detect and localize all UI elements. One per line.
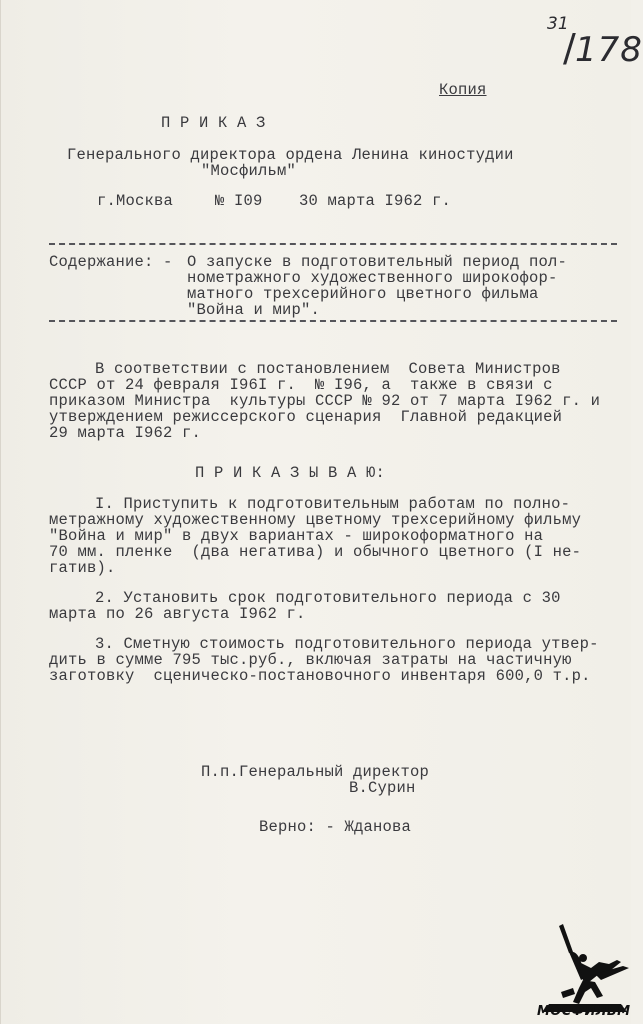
mosfilm-logo-text: МОСФИЛЬМ <box>537 1004 631 1019</box>
subject-line: матного трехсерийного цветного фильма <box>187 285 539 303</box>
copy-stamp: Копия <box>439 81 487 99</box>
signature-name: В.Сурин <box>349 779 416 797</box>
issuer-line-2: "Мосфильм" <box>201 162 297 180</box>
top-divider <box>49 243 617 245</box>
document-title: П Р И К А З <box>161 114 266 132</box>
order-word: П Р И К А З Ы В А Ю: <box>195 464 386 482</box>
subject-label: Содержание: - <box>49 253 173 271</box>
folio-slash: / <box>563 26 576 70</box>
preamble-line: утверждением режиссерского сценария Главной редакцией <box>49 408 563 426</box>
preamble-line: 29 марта I962 г. <box>49 424 202 442</box>
subject-line: О запуске в подготовительный период пол- <box>187 253 568 271</box>
verified-line: Верно: - Жданова <box>259 818 412 836</box>
archive-number: 31 <box>547 14 569 34</box>
preamble-line: СССР от 24 февраля I96I г. № I96, а также в связи с <box>49 376 553 394</box>
signature-title: П.п.Генеральный директор <box>201 763 430 781</box>
item-3-line: дить в сумме 795 тыс.руб., включая затраты на частичную <box>49 651 572 669</box>
order-number: № I09 <box>215 192 263 210</box>
preamble-line: В соответствии с постановлением Совета Министров <box>95 360 561 378</box>
item-3-line: 3. Сметную стоимость подготовительного периода утвер- <box>95 635 599 653</box>
issuer-line-1: Генерального директора ордена Ленина киностудии <box>67 146 514 164</box>
city: г.Москва <box>97 192 174 210</box>
preamble-line: приказом Министра культуры СССР № 92 от 7 марта I962 г. и <box>49 392 601 410</box>
item-1-line: "Война и мир" в двух вариантах - широкоформатного на <box>49 527 544 545</box>
bottom-divider <box>49 320 617 322</box>
archive-folio: 178 <box>575 30 643 70</box>
subject-line: нометражного художественного широкофор- <box>187 269 558 287</box>
order-date: 30 марта I962 г. <box>299 192 452 210</box>
item-2-line: марта по 26 августа I962 г. <box>49 605 306 623</box>
item-1-line: I. Приступить к подготовительным работам по полно- <box>95 495 571 513</box>
item-1-line: 70 мм. пленке (два негатива) и обычного цветного (I не- <box>49 543 582 561</box>
item-3-line: заготовку сценическо-постановочного инвентаря 600,0 т.р. <box>49 667 591 685</box>
subject-line: "Война и мир". <box>187 301 321 319</box>
item-1-line: гатив). <box>49 559 116 577</box>
item-2-line: 2. Установить срок подготовительного периода с 30 <box>95 589 561 607</box>
item-1-line: метражному художественному цветному трехсерийному фильму <box>49 511 582 529</box>
